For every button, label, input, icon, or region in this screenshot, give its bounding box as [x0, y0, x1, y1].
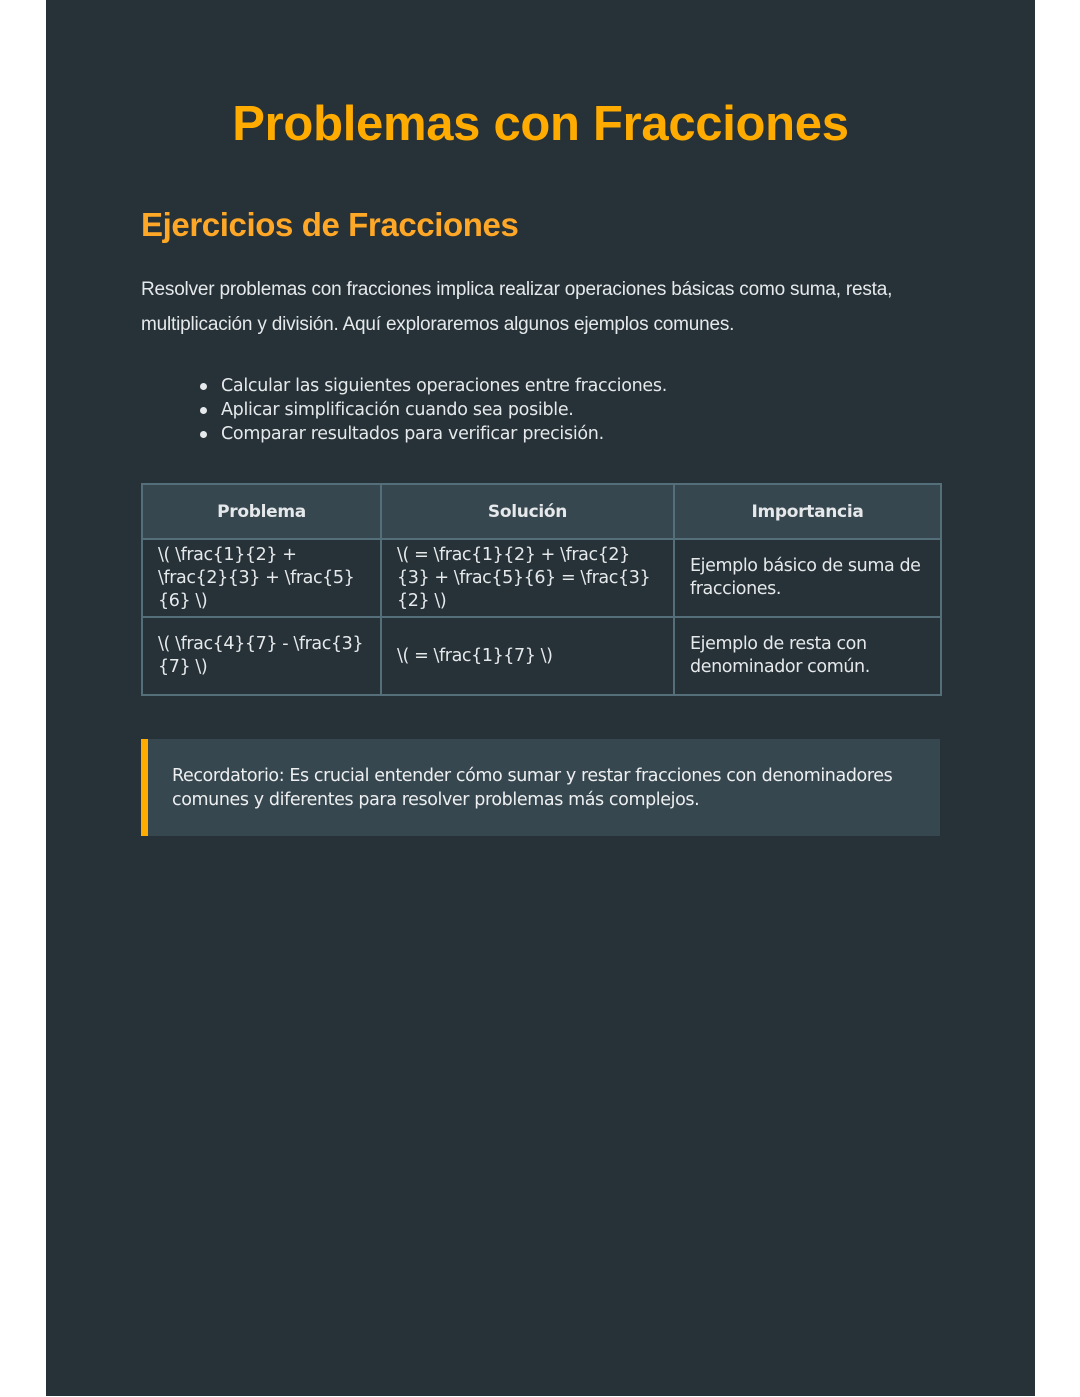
list-item-text: Calcular las siguientes operaciones entre fracciones.	[221, 376, 667, 396]
page-title: Problemas con Fracciones	[232, 97, 849, 151]
table-cell-solution: \( = \frac{1}{7} \)	[381, 617, 674, 695]
table-header-row	[142, 484, 941, 539]
column-header-importancia: Importancia	[674, 484, 941, 539]
column-header-solucion: Solución	[381, 484, 674, 539]
table-row	[142, 539, 941, 617]
section-heading: Ejercicios de Fracciones	[141, 206, 519, 243]
list-item-text: Aplicar simplificación cuando sea posible.	[221, 400, 574, 420]
bullet-icon	[200, 431, 207, 438]
table-cell-importance: Ejemplo básico de suma de fracciones.	[674, 539, 941, 617]
reminder-text: Recordatorio: Es crucial entender cómo sumar y restar fracciones con denominadores comunes y diferentes para resolver problemas más complejos.	[172, 766, 893, 810]
table-cell-problem: \( \frac{1}{2} + \frac{2}{3} + \frac{5}{6} \)	[142, 539, 381, 617]
list-item	[221, 422, 667, 446]
column-header-problema: Problema	[142, 484, 381, 539]
list-item-text: Comparar resultados para verificar precisión.	[221, 424, 604, 444]
table-cell-importance: Ejemplo de resta con denominador común.	[674, 617, 941, 695]
bullet-icon	[200, 407, 207, 414]
intro-paragraph: Resolver problemas con fracciones implica realizar operaciones básicas como suma, resta, multiplicación y división. Aquí exploraremos algunos ejemplos comunes.	[141, 279, 893, 335]
list-item	[221, 398, 667, 422]
bullet-icon	[200, 383, 207, 390]
reminder-callout	[141, 739, 940, 836]
table-row	[142, 617, 941, 695]
bullet-list	[221, 374, 667, 446]
document-page	[46, 0, 1035, 1396]
fractions-table	[141, 483, 942, 696]
list-item	[221, 374, 667, 398]
table-cell-solution: \( = \frac{1}{2} + \frac{2}{3} + \frac{5}{6} = \frac{3}{2} \)	[381, 539, 674, 617]
table-cell-problem: \( \frac{4}{7} - \frac{3}{7} \)	[142, 617, 381, 695]
